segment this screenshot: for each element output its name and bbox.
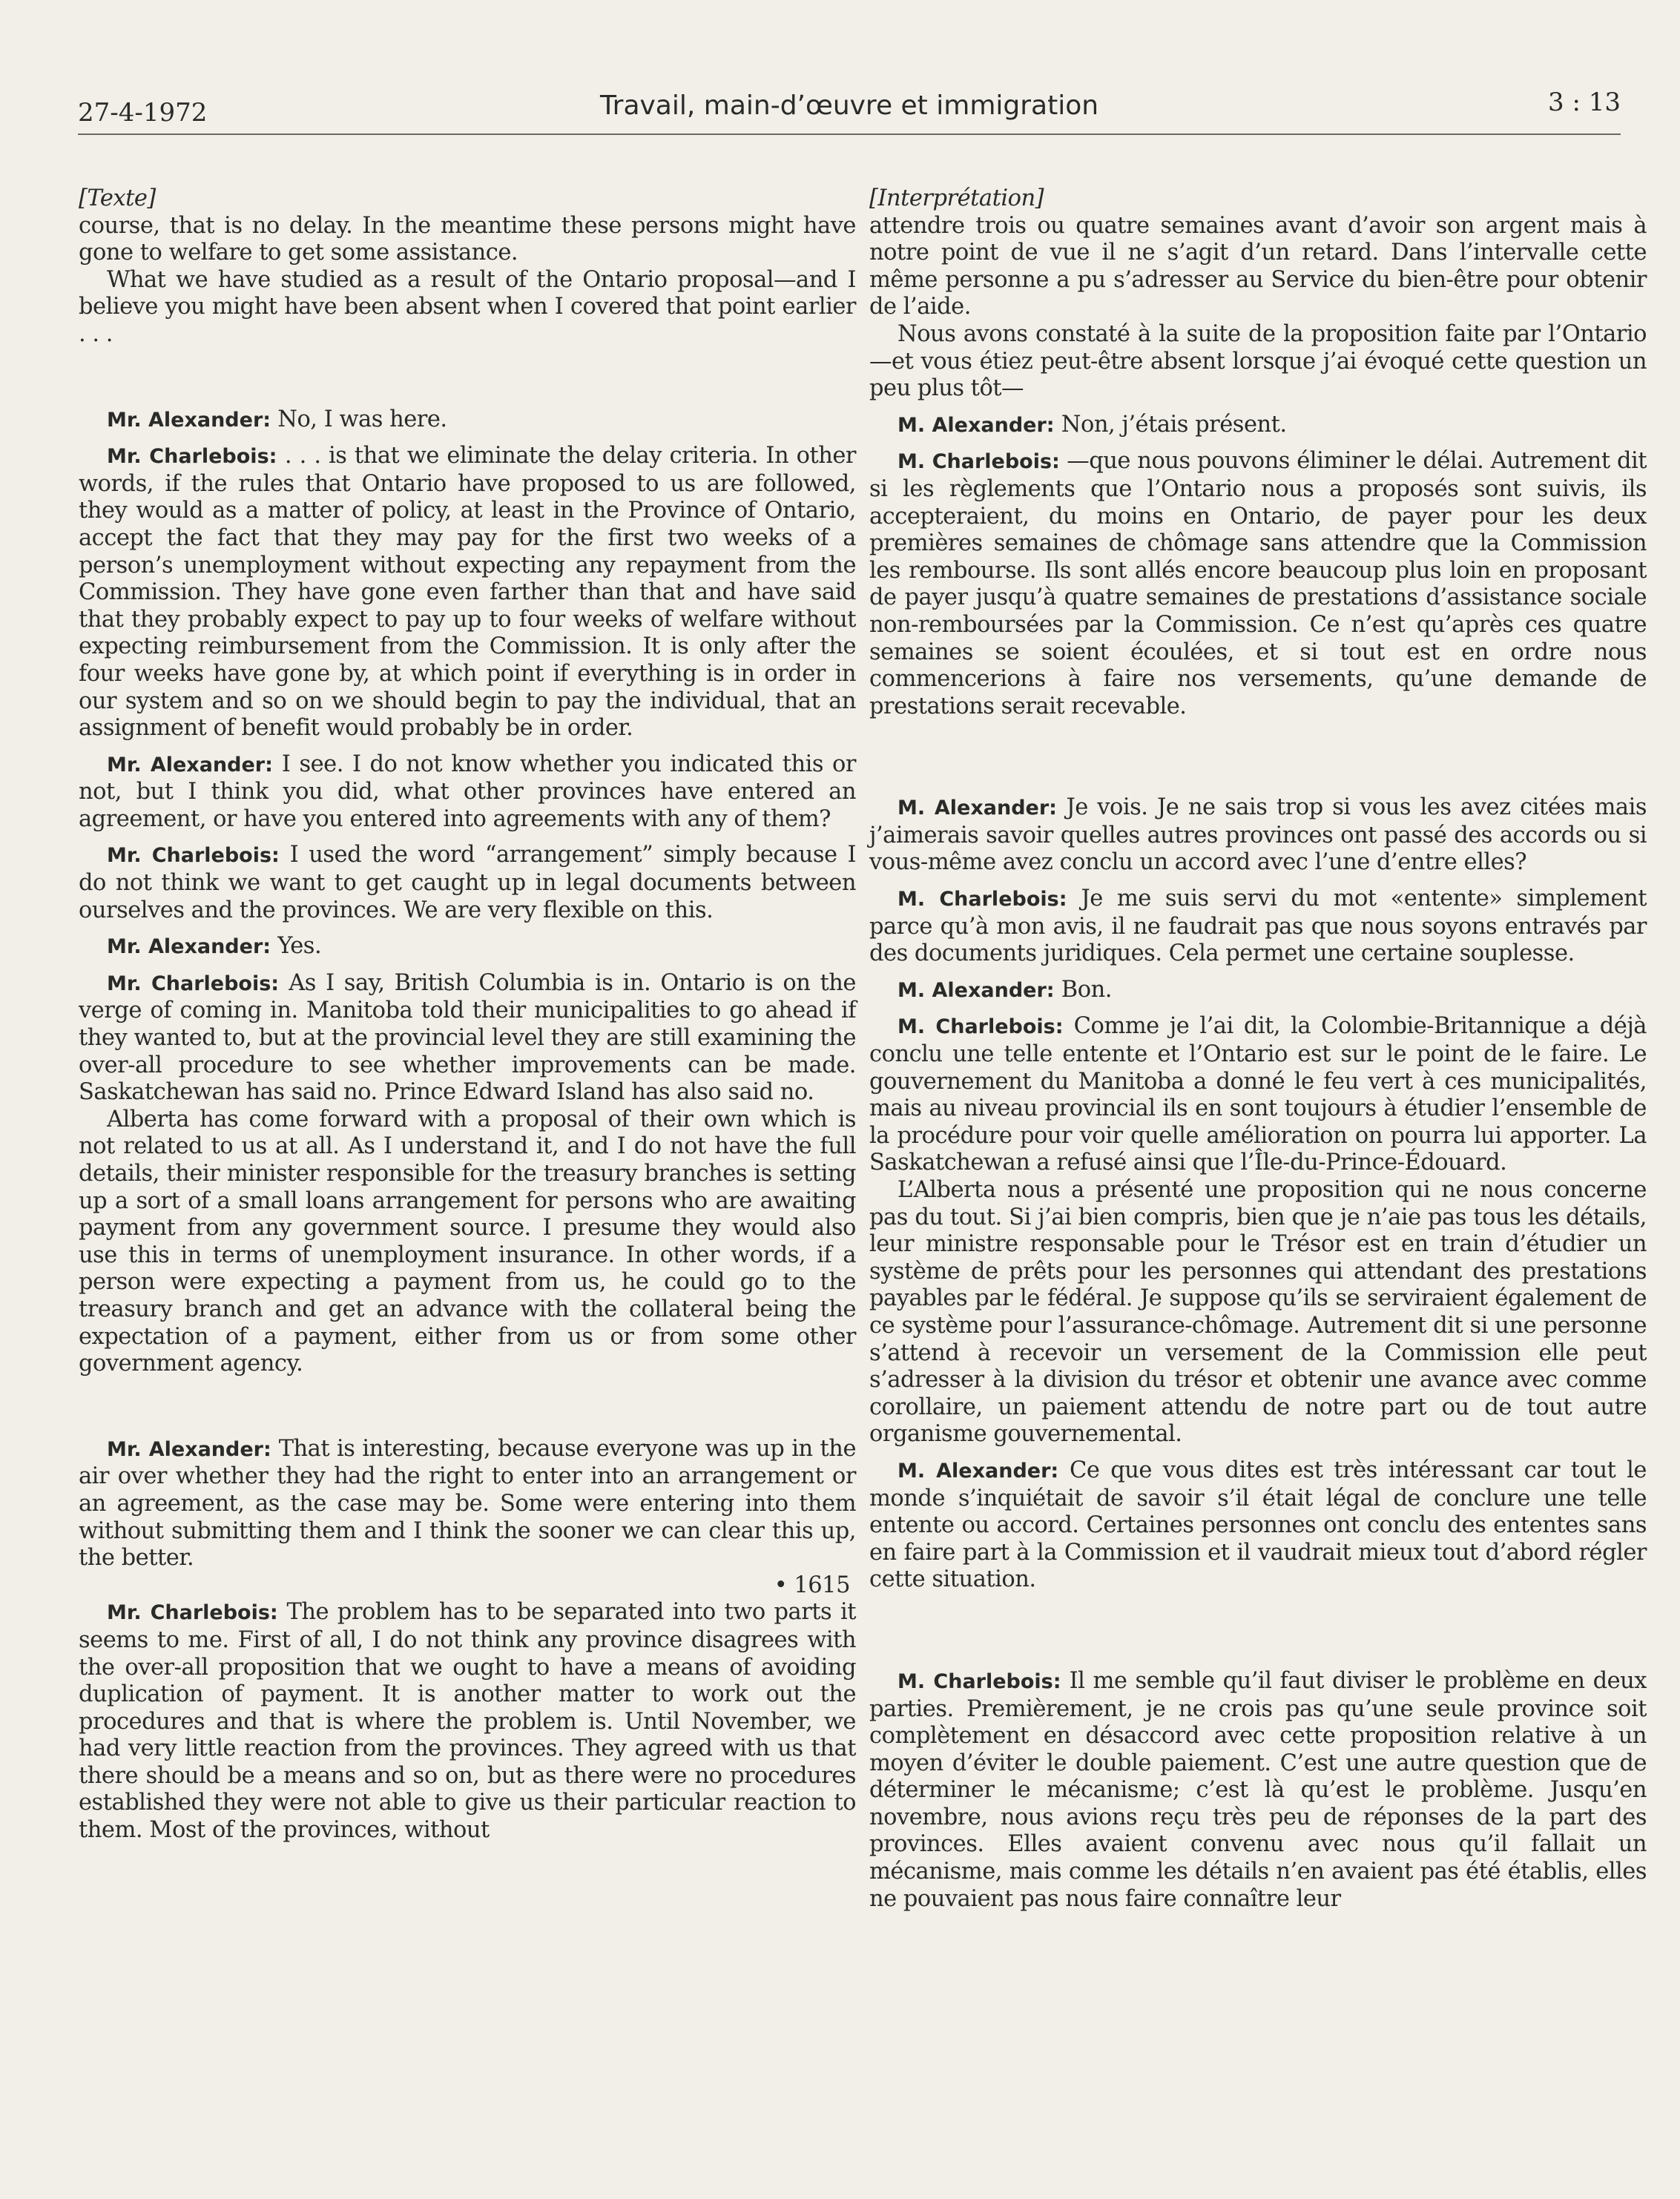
paragraph: What we have studied as a result of the Ontario proposal—and I believe you might have been absent when I covered that point earlier . . . <box>79 266 856 347</box>
paragraph: L’Alberta nous a présenté une proposition qui ne nous concerne pas du tout. Si j’ai bien compris, bien que je n’aie pas tous les détails, leur ministre responsable pour le Trésor est en train d’étudier un système de prêts pour les personnes qui attendant des prestations payables par le fédéral. Je suppose qu’ils se serviraient également de ce système pour l’assurance-chômage. Autrement dit si une personne s’attend à recevoir un versement de la Commission elle peut s’adresser à la division du trésor et obtenir une avance avec comme corollaire, un paiement attendu de notre part ou de tout autre organisme gouvernemental. <box>869 1177 1647 1448</box>
speaker: M. Alexander: <box>897 413 1055 437</box>
right-column-french <box>869 185 1647 1913</box>
paragraph: Nous avons constaté à la suite de la proposition faite par l’Ontario—et vous étiez peut-être absent lorsque j’ai évoqué cette question un peu plus tôt— <box>869 320 1647 402</box>
speech: M. Alexander: Je vois. Je ne sais trop si vous les avez citées mais j’aimerais savoir quelles autres provinces ont passé des accords ou si vous-même avez conclu un accord avec l’une d’entre elles? <box>869 794 1647 876</box>
speech: Mr. Alexander: I see. I do not know whether you indicated this or not, but I think you did, what other provinces have entered an agreement, or have you entered into agreements with any of them? <box>79 751 856 832</box>
speech: Mr. Charlebois: . . . is that we eliminate the delay criteria. In other words, if the rules that Ontario have proposed to us are followed, they would as a matter of policy, at least in the Province of Ontario, accept the fact that they may pay for the first two weeks of a person’s unemployment without expecting any repayment from the Commission. They have gone even farther than that and have said that they probably expect to pay up to four weeks of welfare without expecting reimbursement from the Commission. It is only after the four weeks have gone by, at which point if everything is in order in our system and so on we should begin to pay the individual, that an assignment of benefit would probably be in order. <box>79 443 856 742</box>
speech: Mr. Alexander: Yes. <box>107 933 322 960</box>
speaker: M. Charlebois: <box>897 1015 1064 1039</box>
language-tag: [Interprétation] <box>869 185 1044 211</box>
speaker: Mr. Charlebois: <box>107 445 277 469</box>
speaker: Mr. Alexander: <box>107 408 271 432</box>
speech: Mr. Alexander: That is interesting, because everyone was up in the air over whether they had the right to enter into an arrangement or an agreement, as the case may be. Some were entering into them without submitting them and I think the sooner we can clear this up, the better. <box>79 1435 856 1572</box>
speech: Mr. Charlebois: The problem has to be separated into two parts it seems to me. First of all, I do not think any province disagrees with the over-all proposition that we ought to have a means of avoiding duplication of payment. It is another matter to work out the procedures and that is where the problem is. Until November, we had very little reaction from the provinces. They agreed with us that there should be a means and so on, but as there were no procedures established they were not able to give us their particular reaction to them. Most of the provinces, without <box>79 1599 856 1844</box>
speech: M. Charlebois: Comme je l’ai dit, la Colombie-Britannique a déjà conclu une telle entente et l’Ontario est sur le point de le faire. Le gouvernement du Manitoba a donné le feu vert à ces municipalités, mais au niveau provincial ils en sont toujours à étudier l’ensemble de la procédure pour voir quelle amélioration on pourra lui apporter. La Saskatchewan a refusé ainsi que l’Île-du-Prince-Édouard. <box>869 1013 1647 1176</box>
speaker: Mr. Alexander: <box>107 1437 271 1461</box>
header-page-number: 3 : 13 <box>1548 88 1621 117</box>
speech: M. Charlebois: Je me suis servi du mot «entente» simplement parce qu’à mon avis, il ne faudrait pas que nous soyons entravés par des documents juridiques. Cela permet une certaine souplesse. <box>869 886 1647 967</box>
speaker: M. Alexander: <box>897 797 1057 820</box>
speech: M. Alexander: Bon. <box>897 976 1112 1003</box>
running-header <box>78 82 1621 135</box>
speaker: M. Charlebois: <box>897 450 1060 474</box>
speech: M. Charlebois: —que nous pouvons éliminer le délai. Autrement dit si les règlements que l’Ontario nous a proposés sont suivis, ils accepteraient, du moins en Ontario, de payer pour les deux premières semaines de chômage sans attendre que la Commission les rembourse. Ils sont allés encore beaucoup plus loin en proposant de payer jusqu’à quatre semaines de prestations d’assistance sociale non-remboursées par la Commission. Ce n’est qu’après ces quatre semaines se soient écoulées, et si tout est en ordre nous commencerions à faire nos versements, qu’une demande de prestations serait recevable. <box>869 448 1647 719</box>
speech: Mr. Alexander: No, I was here. <box>107 406 447 432</box>
speech: M. Alexander: Ce que vous dites est très intéressant car tout le monde s’inquiétait de savoir s’il était légal de conclure une telle entente ou accord. Certaines personnes ont conclu des ententes sans en faire part à la Commission et il vaudrait mieux tout d’abord régler cette situation. <box>869 1457 1647 1593</box>
speech: M. Charlebois: Il me semble qu’il faut diviser le problème en deux parties. Premièrement, je ne crois pas qu’une seule province soit complètement en désaccord avec cette proposition relative à un moyen d’éviter le double paiement. C’est une autre question que de déterminer le mécanisme; c’est là qu’est le problème. Jusqu’en novembre, nous avions reçu très peu de réponses de la part des provinces. Elles avaient convenu avec nous qu’il fallait un mécanisme, mais comme les détails n’en avaient pas été établis, elles ne pouvaient pas nous faire connaître leur <box>869 1667 1647 1912</box>
time-marker: • 1615 <box>774 1572 850 1598</box>
speech: Mr. Charlebois: I used the word “arrangement” simply because I do not think we want to get caught up in legal documents between ourselves and the provinces. We are very flexible on this. <box>79 842 856 923</box>
speaker: Mr. Alexander: <box>107 753 273 777</box>
speaker: M. Alexander: <box>897 978 1055 1002</box>
speaker: Mr. Charlebois: <box>107 1601 278 1625</box>
speaker: M. Alexander: <box>897 1459 1059 1483</box>
paragraph: attendre trois ou quatre semaines avant d’avoir son argent mais à notre point de vue il ne s’agit d’un retard. Dans l’intervalle cette même personne a pu s’adresser au Service du bien-être pour obtenir de l’aide. <box>869 212 1647 320</box>
left-column-english <box>79 185 856 1844</box>
speech: Mr. Charlebois: As I say, British Columbia is in. Ontario is on the verge of coming in. Manitoba told their municipalities to go ahead if they wanted to, but at the provincial level they are still examining the over-all procedure to see whether improvements can be made. Saskatchewan has said no. Prince Edward Island has also said no. <box>79 969 856 1106</box>
speaker: Mr. Alexander: <box>107 935 271 959</box>
speaker: Mr. Charlebois: <box>107 972 280 995</box>
speaker: Mr. Charlebois: <box>107 844 280 868</box>
speech: M. Alexander: Non, j’étais présent. <box>897 411 1287 438</box>
speaker: M. Charlebois: <box>897 888 1067 911</box>
paragraph: course, that is no delay. In the meantime these persons might have gone to welfare to get some assistance. <box>79 212 856 266</box>
header-title: Travail, main-d’œuvre et immigration <box>599 90 1099 121</box>
speaker: M. Charlebois: <box>897 1669 1061 1693</box>
language-tag: [Texte] <box>79 185 156 211</box>
header-date: 27-4-1972 <box>78 98 208 128</box>
paragraph: Alberta has come forward with a proposal of their own which is not related to us at all. As I understand it, and I do not have the full details, their minister responsible for the treasury branches is setting up a sort of a small loans arrangement for persons who are awaiting payment from any government source. I presume they would also use this in terms of unemployment insurance. In other words, if a person were expecting a payment from us, he could go to the treasury branch and get an advance with the collateral being the expectation of a payment, either from us or from some other government agency. <box>79 1106 856 1377</box>
